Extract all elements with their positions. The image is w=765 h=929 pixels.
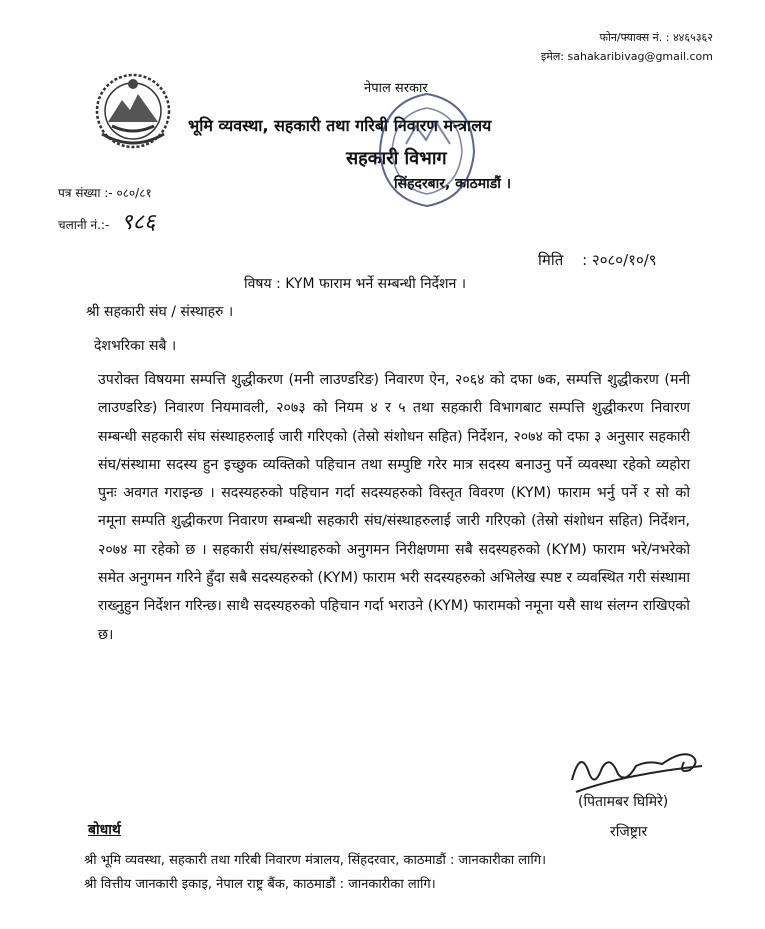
dispatch-row	[58, 206, 155, 236]
ministry-name: भूमि व्यवस्था, सहकारी तथा गरिबी निवारण मन्त्रालय	[188, 116, 492, 135]
date-label: मिति	[538, 251, 564, 269]
cc-line: श्री वित्तीय जानकारी इकाइ, नेपाल राष्ट्र बैंक, काठमाडौं : जानकारीका लागि।	[84, 877, 436, 892]
letter-number: पत्र संख्या :- ०८०/८१	[58, 186, 152, 200]
dispatch-number: ९८६	[121, 210, 156, 235]
date-value: : २०८०/१०/९	[582, 251, 657, 269]
nepal-emblem-icon	[92, 70, 174, 152]
email-row	[541, 47, 713, 66]
cc-line: श्री भूमि व्यवस्था, सहकारी तथा गरिबी निवारण मंत्रालय, सिंहदरवार, काठमाडौं : जानकारीका लागि।	[84, 853, 547, 868]
letter-body: उपरोक्त विषयमा सम्पत्ति शुद्धीकरण (मनी लाउण्डरिङ) निवारण ऐन, २०६४ को दफा ७क, सम्पत्ति शुद्धीकरण (मनी लाउण्डरिङ) निवारण नियमावली, २०७३ को नियम ४ र ५ तथा सहकारी विभागबाट सम्पत्ति शुद्धीकरण निवारण सम्बन्धी सहकारी संघ संस्थाहरुलाई जारी गरिएको (तेस्रो संशोधन सहित) निर्देशन, २०७४ को दफा ३ अनुसार सहकारी संघ/संस्थामा सदस्य हुन इच्छुक व्यक्तिको पहिचान तथा सम्पुष्टि गरेर मात्र सदस्य बनाउनु पर्ने व्यवस्था रहेको व्यहोरा पुनः अवगत गराइन्छ । सदस्यहरुको पहिचान गर्दा सदस्यहरुको विस्तृत विवरण (KYM) फाराम भर्नु पर्ने र सो को नमूना सम्पति शुद्धीकरण निवारण सम्बन्धी सहकारी संघ/संस्थाहरुलाई जारी गरिएको (तेस्रो संशोधन सहित) निर्देशन, २०७४ मा रहेको छ । सहकारी संघ/संस्थाहरुको अनुगमन निरीक्षणमा सबै सदस्यहरुको (KYM) फाराम भरे/नभरेको समेत अनुगमन गरिने हुँदा सबै सदस्यहरुको (KYM) फाराम भरी सदस्यहरुको अभिलेख स्पष्ट र व्यवस्थित गरी संस्थामा राख्नुहुन निर्देशन गरिन्छ। साथै सदस्यहरुको पहिचान गर्दा भराउने (KYM) फारामको नमूना यसै साथ संलग्न राखिएको छ।	[98, 372, 690, 643]
phone-value: ४४६५३६२	[672, 31, 713, 44]
signatory-title: रजिष्ट्रार	[610, 824, 648, 840]
date-row	[538, 250, 657, 270]
dispatch-label: चलानी नं.:-	[58, 218, 110, 232]
office-address: सिंहदरबार, काठमाडौं ।	[394, 176, 512, 192]
email-value: sahakaribivag@gmail.com	[567, 50, 713, 63]
addressee-line-1: श्री सहकारी संघ / संस्थाहरु ।	[86, 304, 234, 320]
government-name: नेपाल सरकार	[364, 81, 428, 96]
office-seal-stamp	[372, 82, 482, 210]
subject-line: विषय : KYM फाराम भर्ने सम्बन्धी निर्देशन ।	[244, 276, 467, 292]
department-name: सहकारी विभाग	[346, 148, 447, 169]
contact-block	[541, 28, 713, 66]
email-label: इमेल:	[540, 50, 564, 63]
cc-heading: बोधार्थ	[88, 822, 121, 838]
signatory-name: (पितामबर घिमिरे)	[578, 794, 669, 810]
phone-label: फोन/फ्याक्स नं. :	[599, 31, 670, 44]
addressee-line-2: देशभरिका सबै ।	[94, 338, 177, 354]
phone-row	[541, 28, 713, 47]
